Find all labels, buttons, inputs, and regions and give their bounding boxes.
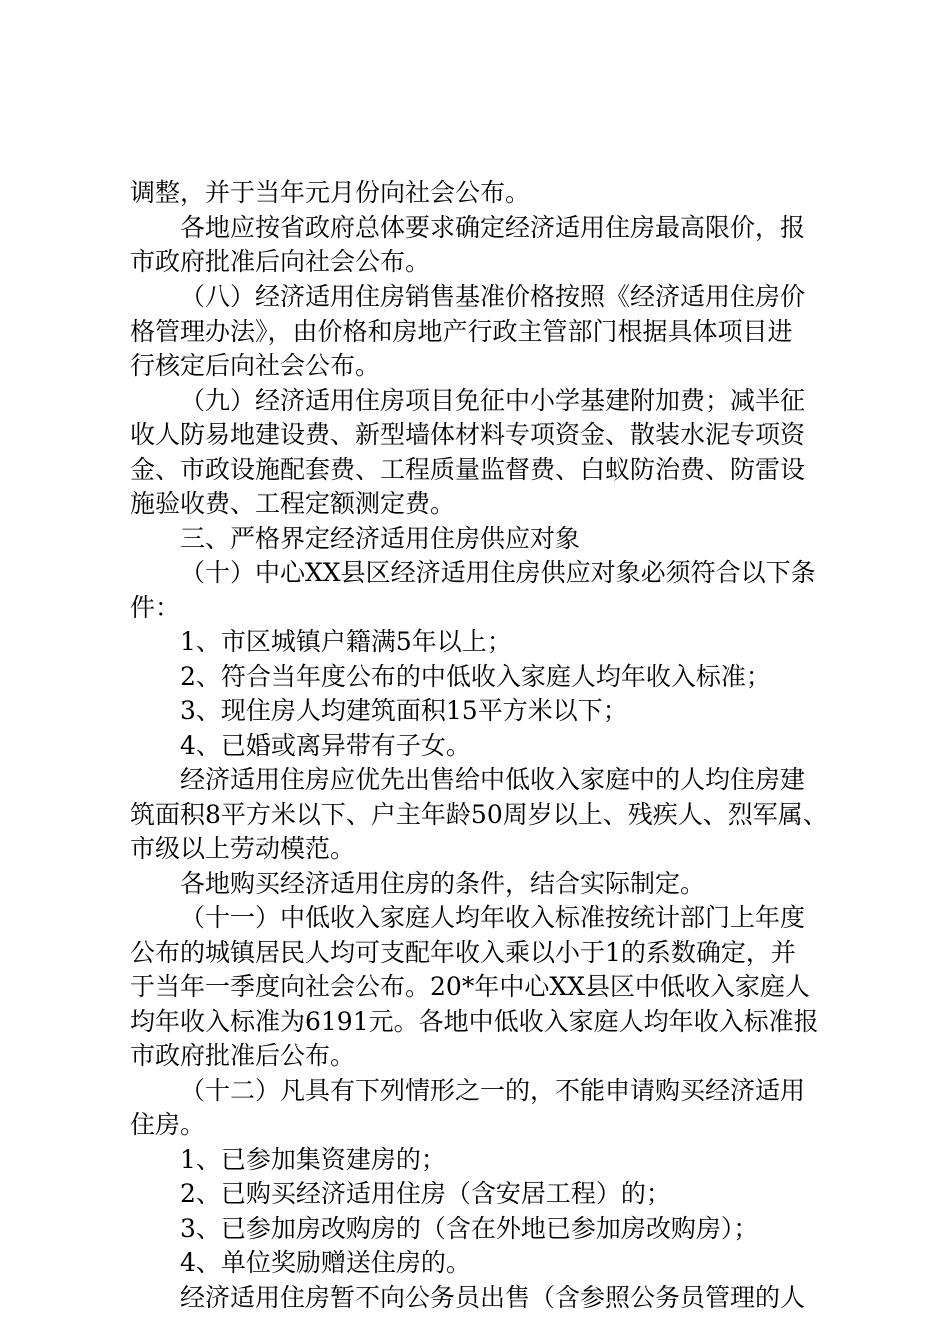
paragraph-line: 筑面积8平方米以下、户主年龄50周岁以上、残疾人、烈军属、	[130, 800, 828, 829]
paragraph-line: 收人防易地建设费、新型墙体材料专项资金、散装水泥专项资	[130, 420, 806, 449]
paragraph-line: 调整，并于当年元月份向社会公布。	[130, 178, 531, 207]
list-item: 2、已购买经济适用住房（含安居工程）的；	[180, 1179, 671, 1208]
paragraph-line: 件：	[130, 593, 181, 622]
list-item: 4、单位奖励赠送住房的。	[180, 1248, 471, 1277]
paragraph-line: 格管理办法》，由价格和房地产行政主管部门根据具体项目进	[130, 317, 793, 346]
list-item: 3、已参加房改购房的（含在外地已参加房改购房）；	[180, 1214, 759, 1243]
paragraph-line: （十）中心XX县区经济适用住房供应对象必须符合以下条	[180, 558, 816, 587]
paragraph-line: 各地购买经济适用住房的条件，结合实际制定。	[180, 869, 706, 898]
paragraph-line: 市级以上劳动模范。	[130, 834, 356, 863]
paragraph-line: 于当年一季度向社会公布。20*年中心XX县区中低收入家庭人	[130, 972, 810, 1001]
list-item: 1、已参加集资建房的；	[180, 1145, 446, 1174]
section-heading: 三、严格界定经济适用住房供应对象	[180, 524, 581, 553]
list-item: 1、市区城镇户籍满5年以上；	[180, 627, 512, 656]
paragraph-line: 市政府批准后向社会公布。	[130, 247, 431, 276]
paragraph-line: 公布的城镇居民人均可支配年收入乘以小于1的系数确定，并	[130, 938, 796, 967]
paragraph-line: 市政府批准后公布。	[130, 1041, 356, 1070]
paragraph-line: （八）经济适用住房销售基准价格按照《经济适用住房价	[180, 282, 806, 311]
paragraph-line: （十二）凡具有下列情形之一的，不能申请购买经济适用	[180, 1076, 806, 1105]
paragraph-line: （十一）中低收入家庭人均年收入标准按统计部门上年度	[180, 903, 806, 932]
list-item: 3、现住房人均建筑面积15平方米以下；	[180, 696, 628, 725]
paragraph-line: 住房。	[130, 1110, 206, 1139]
list-item: 2、符合当年度公布的中低收入家庭人均年收入标准；	[180, 662, 771, 691]
paragraph-line: （九）经济适用住房项目免征中小学基建附加费；减半征	[180, 386, 806, 415]
paragraph-line: 行核定后向社会公布。	[130, 351, 381, 380]
paragraph-line: 金、市政设施配套费、工程质量监督费、白蚁防治费、防雷设	[130, 455, 806, 484]
list-item: 4、已婚或离异带有子女。	[180, 731, 471, 760]
paragraph-line: 各地应按省政府总体要求确定经济适用住房最高限价，报	[180, 213, 806, 242]
paragraph-line: 经济适用住房暂不向公务员出售（含参照公务员管理的人	[180, 1283, 806, 1312]
paragraph-line: 施验收费、工程定额测定费。	[130, 489, 456, 518]
paragraph-line: 经济适用住房应优先出售给中低收入家庭中的人均住房建	[180, 765, 806, 794]
paragraph-line: 均年收入标准为6191元。各地中低收入家庭人均年收入标准报	[130, 1007, 819, 1036]
